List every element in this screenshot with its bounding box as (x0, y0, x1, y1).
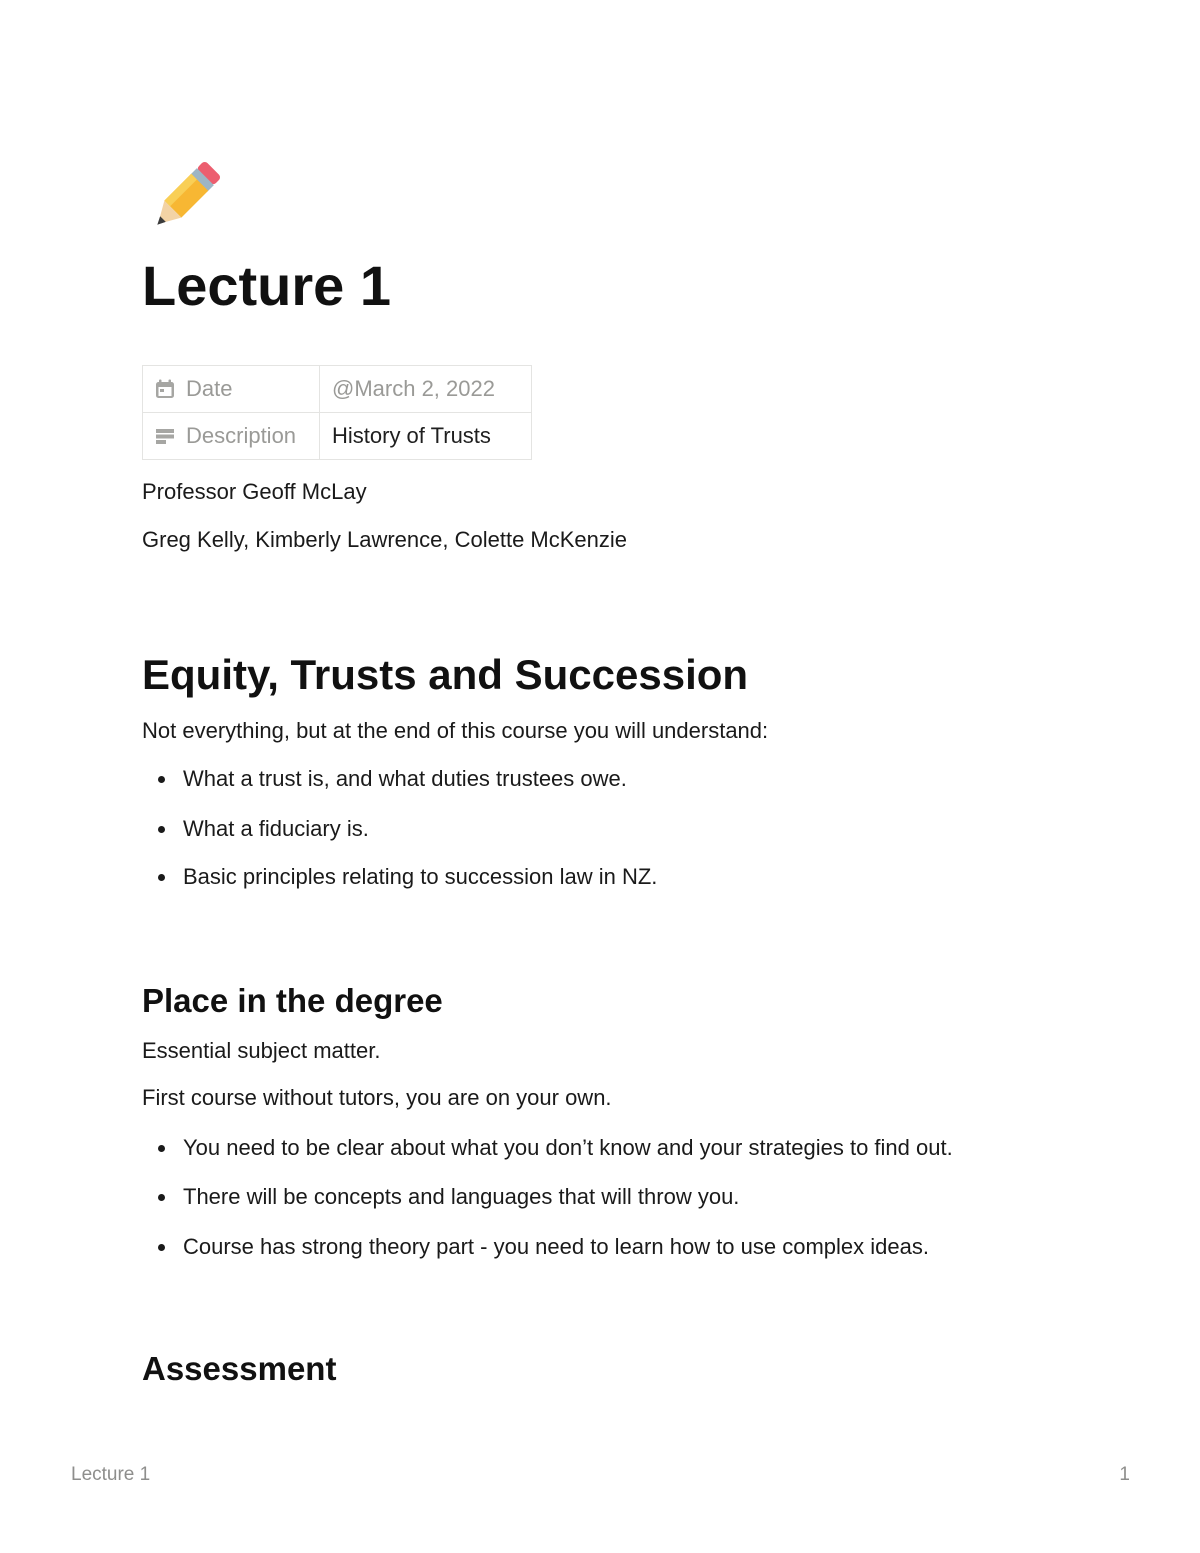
property-name-cell[interactable] (143, 366, 320, 413)
list-item (158, 1134, 953, 1162)
property-name-cell[interactable] (143, 413, 320, 460)
footer-title: Lecture 1 (71, 1464, 151, 1485)
bullet-dot (158, 1194, 165, 1201)
property-row-description (143, 413, 532, 460)
page-title: Lecture 1 (142, 254, 391, 317)
properties-table (142, 365, 532, 460)
list-item (158, 815, 369, 843)
bullet-dot (158, 1244, 165, 1251)
section-heading-assessment: Assessment (142, 1350, 337, 1387)
list-item (158, 863, 657, 891)
bullet-dot (158, 776, 165, 783)
list-item (158, 765, 627, 793)
paragraph: Essential subject matter. (142, 1038, 381, 1063)
list-item-text: There will be concepts and languages that will throw you. (183, 1184, 740, 1209)
list-item (158, 1233, 929, 1261)
property-value-date[interactable]: @March 2, 2022 (320, 366, 532, 413)
page-number: 1 (1119, 1464, 1130, 1485)
property-value-description[interactable]: History of Trusts (320, 413, 532, 460)
list-item-text: Basic principles relating to succession law in NZ. (183, 864, 658, 889)
bullet-dot (158, 874, 165, 881)
section-heading-place: Place in the degree (142, 982, 443, 1019)
text-lines-icon (154, 425, 176, 447)
section-heading-equity: Equity, Trusts and Succession (142, 651, 749, 698)
list-item (158, 1183, 739, 1211)
students-line: Greg Kelly, Kimberly Lawrence, Colette McKenzie (142, 527, 628, 552)
property-name: Date (186, 376, 233, 401)
list-item-text: You need to be clear about what you don’t know and your strategies to find out. (183, 1135, 953, 1160)
property-name: Description (186, 423, 297, 448)
list-item-text: What a fiduciary is. (183, 816, 369, 841)
bullet-dot (158, 826, 165, 833)
bullet-dot (158, 1145, 165, 1152)
section-lead: Not everything, but at the end of this course you will understand: (142, 718, 769, 743)
calendar-icon (154, 378, 176, 400)
list-item-text: What a trust is, and what duties trustees owe. (183, 766, 627, 791)
list-item-text: Course has strong theory part - you need to learn how to use complex ideas. (183, 1234, 929, 1259)
property-row-date (143, 366, 532, 413)
paragraph: First course without tutors, you are on your own. (142, 1085, 612, 1110)
professor-line: Professor Geoff McLay (142, 479, 367, 504)
pencil-icon (142, 150, 232, 240)
